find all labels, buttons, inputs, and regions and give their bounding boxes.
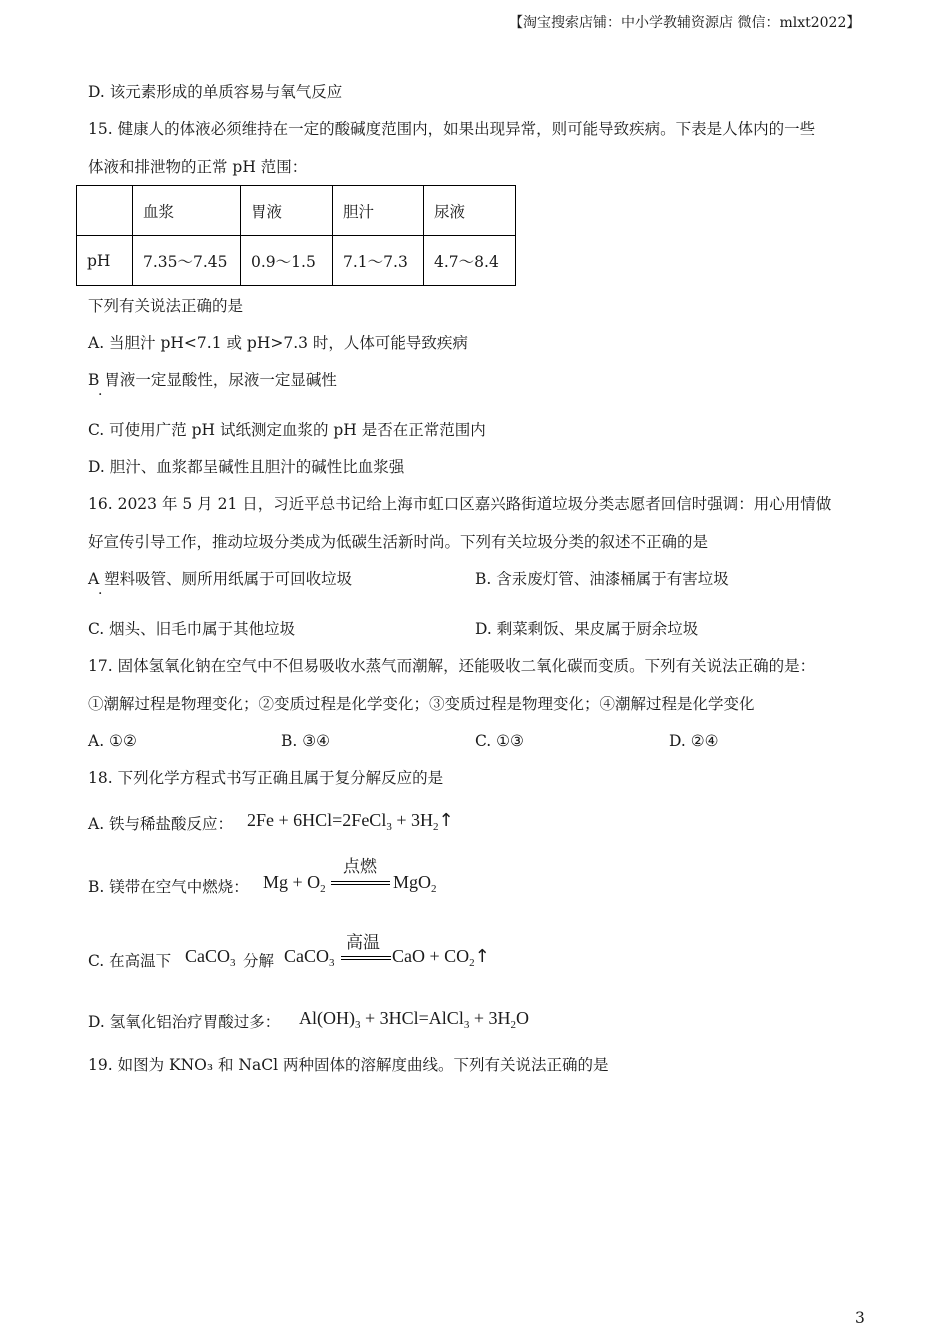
- gas-arrow-icon: ↑: [438, 810, 454, 831]
- q15-option-b: B 胃液一定显酸性，尿液一定显碱性: [88, 371, 337, 389]
- q15-option-a: A. 当胆汁 pH<7.1 或 pH>7.3 时，人体可能导致疾病: [88, 334, 468, 352]
- q18-stem: 18. 下列化学方程式书写正确且属于复分解反应的是: [88, 769, 444, 787]
- ph-table-cell: 7.1～7.3: [333, 236, 424, 286]
- ph-table-cell: 7.35～7.45: [133, 236, 241, 286]
- q18-option-b-reactants: $Mg + O_2$: [263, 872, 326, 895]
- q18-option-b-label: B. 镁带在空气中燃烧：: [88, 878, 249, 896]
- q18-option-c-condition: 高温: [346, 933, 380, 953]
- q15-option-d: D. 胆汁、血浆都呈碱性且胆汁的碱性比血浆强: [88, 458, 405, 476]
- q18-option-d-equation: $Al(OH)_3$ + 3HCl=AlCl$_3$ + $3H_2O$: [299, 1008, 529, 1031]
- ph-table-cell: 4.7～8.4: [424, 236, 516, 286]
- ph-table-header-cell: 胃液: [241, 186, 333, 236]
- ph-table-header-row: [77, 186, 516, 236]
- q18-option-b-product: MgO$_2$: [393, 872, 437, 895]
- q18-option-c-reactant: CaCO$_3$: [284, 946, 335, 969]
- ph-table-header-cell: 胆汁: [333, 186, 424, 236]
- q17-option-d: D. ②④: [669, 732, 719, 750]
- ph-table: [76, 185, 516, 286]
- q15-prompt: 下列有关说法正确的是: [88, 297, 244, 315]
- option-a-dot: ·: [98, 586, 103, 602]
- equals-bar-bottom: [331, 884, 390, 885]
- ph-table-header-cell: 尿液: [424, 186, 516, 236]
- equals-bar-bottom: [341, 959, 391, 960]
- q15-option-c: C. 可使用广范 pH 试纸测定血浆的 pH 是否在正常范围内: [88, 421, 486, 439]
- page-header: 【淘宝搜索店铺：中小学教辅资源店 微信：mlxt2022】: [509, 15, 861, 31]
- q16-option-c: C. 烟头、旧毛巾属于其他垃圾: [88, 620, 296, 638]
- q19-stem: 19. 如图为 KNO₃ 和 NaCl 两种固体的溶解度曲线。下列有关说法正确的是: [88, 1056, 609, 1074]
- ph-table-header-cell: 血浆: [133, 186, 241, 236]
- q16-option-d: D. 剩菜剩饭、果皮属于厨余垃圾: [475, 620, 699, 638]
- q18-option-c-products: CaO + $CO_2↑$: [392, 946, 490, 969]
- q18-option-a-label: A. 铁与稀盐酸反应：: [88, 815, 234, 833]
- option-b-dot: ·: [98, 387, 103, 403]
- q15-stem-line2: 体液和排泄物的正常 pH 范围：: [88, 158, 308, 176]
- q14-option-d: D. 该元素形成的单质容易与氧气反应: [88, 83, 343, 101]
- q18-option-c-mid: 分解: [243, 952, 275, 970]
- ph-table-row: [77, 236, 516, 286]
- q17-stem-line2: ①潮解过程是物理变化；②变质过程是化学变化；③变质过程是物理变化；④潮解过程是化学变化: [88, 695, 755, 713]
- q17-option-b: B. ③④: [281, 732, 331, 750]
- page-number: 3: [855, 1309, 865, 1327]
- q17-option-c: C. ①③: [475, 732, 524, 750]
- q18-option-a-equation: 2Fe + 6HCl=2FeCl$_3$ + $3H_2↑$: [247, 810, 454, 833]
- equals-bar-top: [341, 956, 391, 957]
- equals-bar-top: [331, 881, 390, 882]
- q16-option-b: B. 含汞废灯管、油漆桶属于有害垃圾: [475, 570, 729, 588]
- q18-option-d-label: D. 氢氧化铝治疗胃酸过多：: [88, 1013, 281, 1031]
- gas-arrow-icon: ↑: [474, 946, 490, 967]
- q18-option-c-label: C. 在高温下: [88, 952, 172, 970]
- q16-stem-line1: 16. 2023 年 5 月 21 日，习近平总书记给上海市虹口区嘉兴路街道垃圾分类志愿者回信时强调：用心用情做: [88, 495, 832, 513]
- ph-table-header-cell: [77, 186, 133, 236]
- q16-stem-line2: 好宣传引导工作，推动垃圾分类成为低碳生活新时尚。下列有关垃圾分类的叙述不正确的是: [88, 533, 709, 551]
- q17-stem-line1: 17. 固体氢氧化钠在空气中不但易吸收水蒸气而潮解，还能吸收二氧化碳而变质。下列有关说法正确的是：: [88, 657, 816, 675]
- q18-option-b-condition: 点燃: [343, 857, 377, 877]
- q16-option-a: A 塑料吸管、厕所用纸属于可回收垃圾: [88, 570, 353, 588]
- ph-table-cell: 0.9～1.5: [241, 236, 333, 286]
- q18-option-c-compound: CaCO$_3$: [185, 946, 236, 969]
- q17-option-a: A. ①②: [88, 732, 137, 750]
- q15-stem-line1: 15. 健康人的体液必须维持在一定的酸碱度范围内，如果出现异常，则可能导致疾病。下表是人体内的一些: [88, 120, 816, 138]
- ph-table-cell: pH: [77, 236, 133, 286]
